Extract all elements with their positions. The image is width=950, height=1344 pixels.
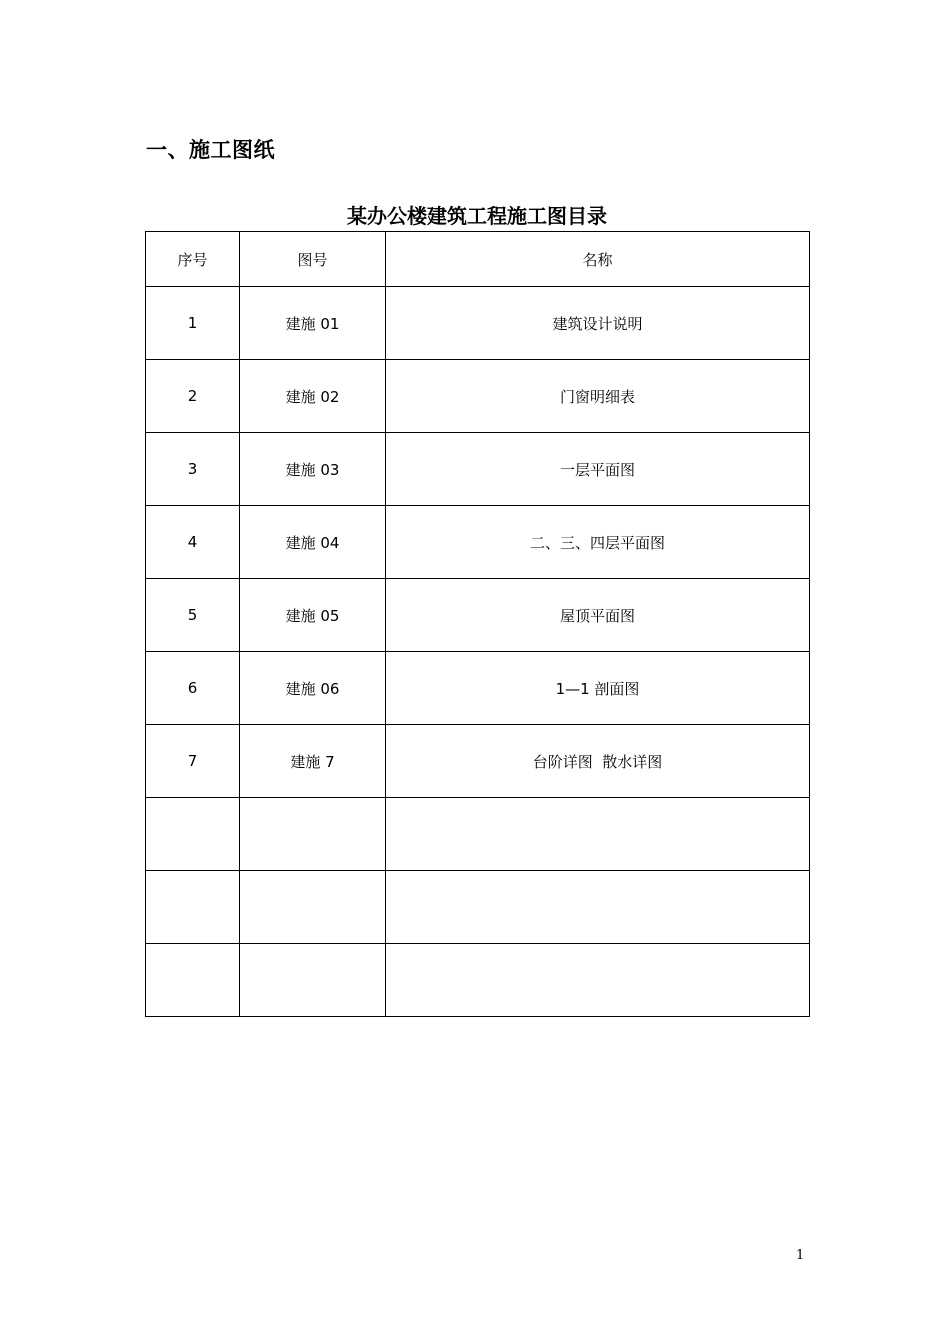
cell-number: 2 — [146, 360, 240, 433]
table-row-empty — [146, 944, 810, 1017]
cell-drawing-no: 建施 02 — [240, 360, 386, 433]
cell-drawing-no — [240, 944, 386, 1017]
cell-name: 门窗明细表 — [386, 360, 810, 433]
cell-name: 1—1 剖面图 — [386, 652, 810, 725]
page-number: 1 — [796, 1248, 805, 1263]
cell-number: 1 — [146, 287, 240, 360]
table-row-empty — [146, 798, 810, 871]
cell-name — [386, 798, 810, 871]
table-row — [146, 579, 810, 652]
cell-number — [146, 944, 240, 1017]
column-header-name: 名称 — [386, 232, 810, 287]
cell-number: 4 — [146, 506, 240, 579]
column-header-drawing-no: 图号 — [240, 232, 386, 287]
cell-drawing-no — [240, 871, 386, 944]
cell-number — [146, 798, 240, 871]
section-heading: 一、施工图纸 — [146, 138, 275, 162]
cell-name: 一层平面图 — [386, 433, 810, 506]
table-title: 某办公楼建筑工程施工图目录 — [347, 204, 607, 228]
cell-drawing-no: 建施 04 — [240, 506, 386, 579]
table-row — [146, 506, 810, 579]
table-row — [146, 287, 810, 360]
cell-number: 7 — [146, 725, 240, 798]
cell-name — [386, 944, 810, 1017]
cell-name: 二、三、四层平面图 — [386, 506, 810, 579]
cell-drawing-no: 建施 05 — [240, 579, 386, 652]
cell-drawing-no — [240, 798, 386, 871]
cell-number: 3 — [146, 433, 240, 506]
cell-drawing-no: 建施 01 — [240, 287, 386, 360]
table-row-empty — [146, 871, 810, 944]
table-row — [146, 725, 810, 798]
cell-name — [386, 871, 810, 944]
table-header-row — [146, 232, 810, 287]
cell-number: 6 — [146, 652, 240, 725]
drawing-catalog-table — [145, 231, 810, 1017]
cell-name: 建筑设计说明 — [386, 287, 810, 360]
cell-drawing-no: 建施 03 — [240, 433, 386, 506]
cell-name: 屋顶平面图 — [386, 579, 810, 652]
cell-drawing-no: 建施 7 — [240, 725, 386, 798]
table-row — [146, 652, 810, 725]
table-row — [146, 433, 810, 506]
cell-drawing-no: 建施 06 — [240, 652, 386, 725]
cell-number: 5 — [146, 579, 240, 652]
table-row — [146, 360, 810, 433]
column-header-number: 序号 — [146, 232, 240, 287]
cell-number — [146, 871, 240, 944]
cell-name: 台阶详图 散水详图 — [386, 725, 810, 798]
